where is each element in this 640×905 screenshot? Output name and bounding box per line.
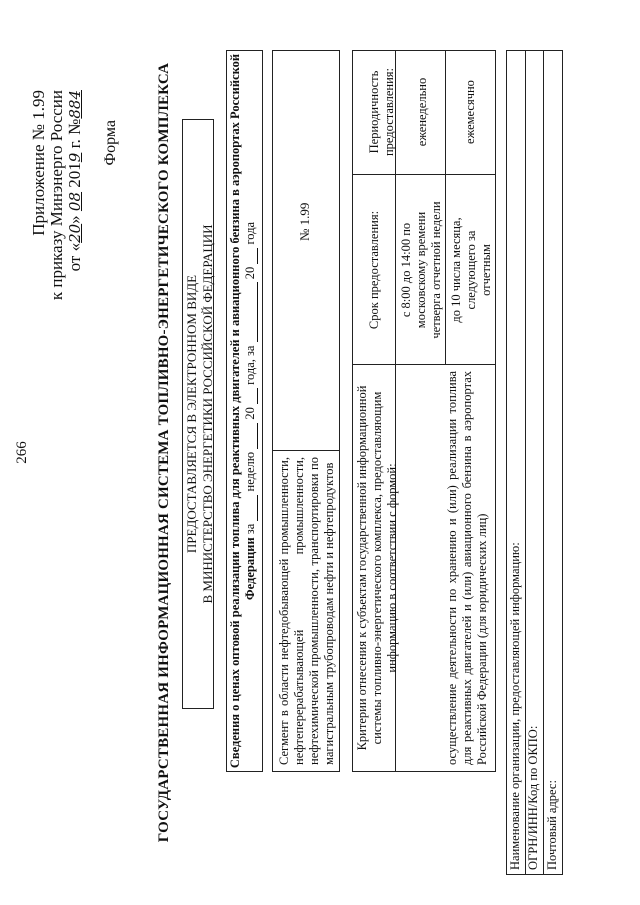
deadline-monthly: до 10 числа месяца, следующего за отчетным: [449, 217, 493, 323]
order-month: 08: [66, 191, 84, 212]
periodicity-header: Периодичность предоставления:: [367, 67, 396, 157]
deadline-weekly: с 8:00 до 14:00 по московскому времени четверга отчетной недели: [399, 201, 443, 339]
criteria-table: [352, 50, 496, 772]
segment-text: Сегмент в области нефтедобывающей промышленности, нефтеперерабатывающей промышленности, нефтехимической промышленности, транспортировки по магистральным трубопроводам нефти и нефтепродуктов: [277, 457, 336, 765]
period-field[interactable]: [244, 282, 258, 342]
order-number: 884: [66, 90, 84, 119]
order-day: 20: [66, 223, 84, 243]
organization-table: [506, 50, 563, 875]
deadline-header: Срок предоставления:: [367, 210, 381, 330]
criteria-value: осуществление деятельности по хранению и (или) реализации топлива для реактивных двигателей и (или) авиационного бензина в аэропортах Российской Федерации (для юридических лиц): [445, 371, 489, 765]
postal-address-field[interactable]: Почтовый адрес:: [545, 780, 559, 870]
appendix-line-3: от «20» 08 2019 г. №884: [65, 90, 84, 272]
segment-box: [272, 50, 340, 772]
week-field[interactable]: [244, 495, 258, 521]
ogrn-inn-okpo-field[interactable]: ОГРН/ИНН/Код по ОКПО:: [526, 725, 540, 870]
info-title: Сведения о ценах оптовой реализации топлива для реактивных двигателей и авиационного бензина в аэропортах Российской: [228, 53, 242, 769]
info-period: Федерации за неделю 20 года, за 20 года: [243, 221, 257, 601]
periodicity-weekly: еженедельно: [415, 77, 429, 147]
page-number: 266: [14, 441, 30, 464]
order-year-digit: 9: [66, 152, 84, 163]
year-field-2[interactable]: [244, 248, 258, 264]
ministry-line-1: ПРЕДОСТАВЛЯЕТСЯ В ЭЛЕКТРОННОМ ВИДЕ: [184, 274, 199, 554]
week-date-field[interactable]: [244, 423, 258, 449]
criteria-header: Критерии отнесения к субъектам государственной информационной системы топливно-энергетического комплекса, предоставляющим информацию в соответствии с формой:: [355, 385, 399, 751]
year-field-1[interactable]: [244, 388, 258, 404]
ministry-line-2: В МИНИСТЕРСТВО ЭНЕРГЕТИКИ РОССИЙСКОЙ ФЕДЕРАЦИИ: [199, 224, 215, 604]
periodicity-monthly: ежемесячно: [463, 80, 477, 144]
info-box: [226, 50, 263, 772]
form-label: Форма: [102, 120, 119, 166]
org-name-field[interactable]: Наименование организации, предоставляющей информацию:: [508, 542, 522, 870]
form-number: № 1.99: [297, 202, 312, 241]
appendix-line-1: Приложение № 1.99: [29, 90, 48, 236]
appendix-reference: [30, 90, 84, 300]
appendix-line-2: к приказу Минэнерго России: [47, 90, 66, 301]
ministry-box: [182, 119, 214, 709]
main-title: ГОСУДАРСТВЕННАЯ ИНФОРМАЦИОННАЯ СИСТЕМА ТОПЛИВНО-ЭНЕРГЕТИЧЕСКОГО КОМПЛЕКСА: [156, 62, 172, 843]
